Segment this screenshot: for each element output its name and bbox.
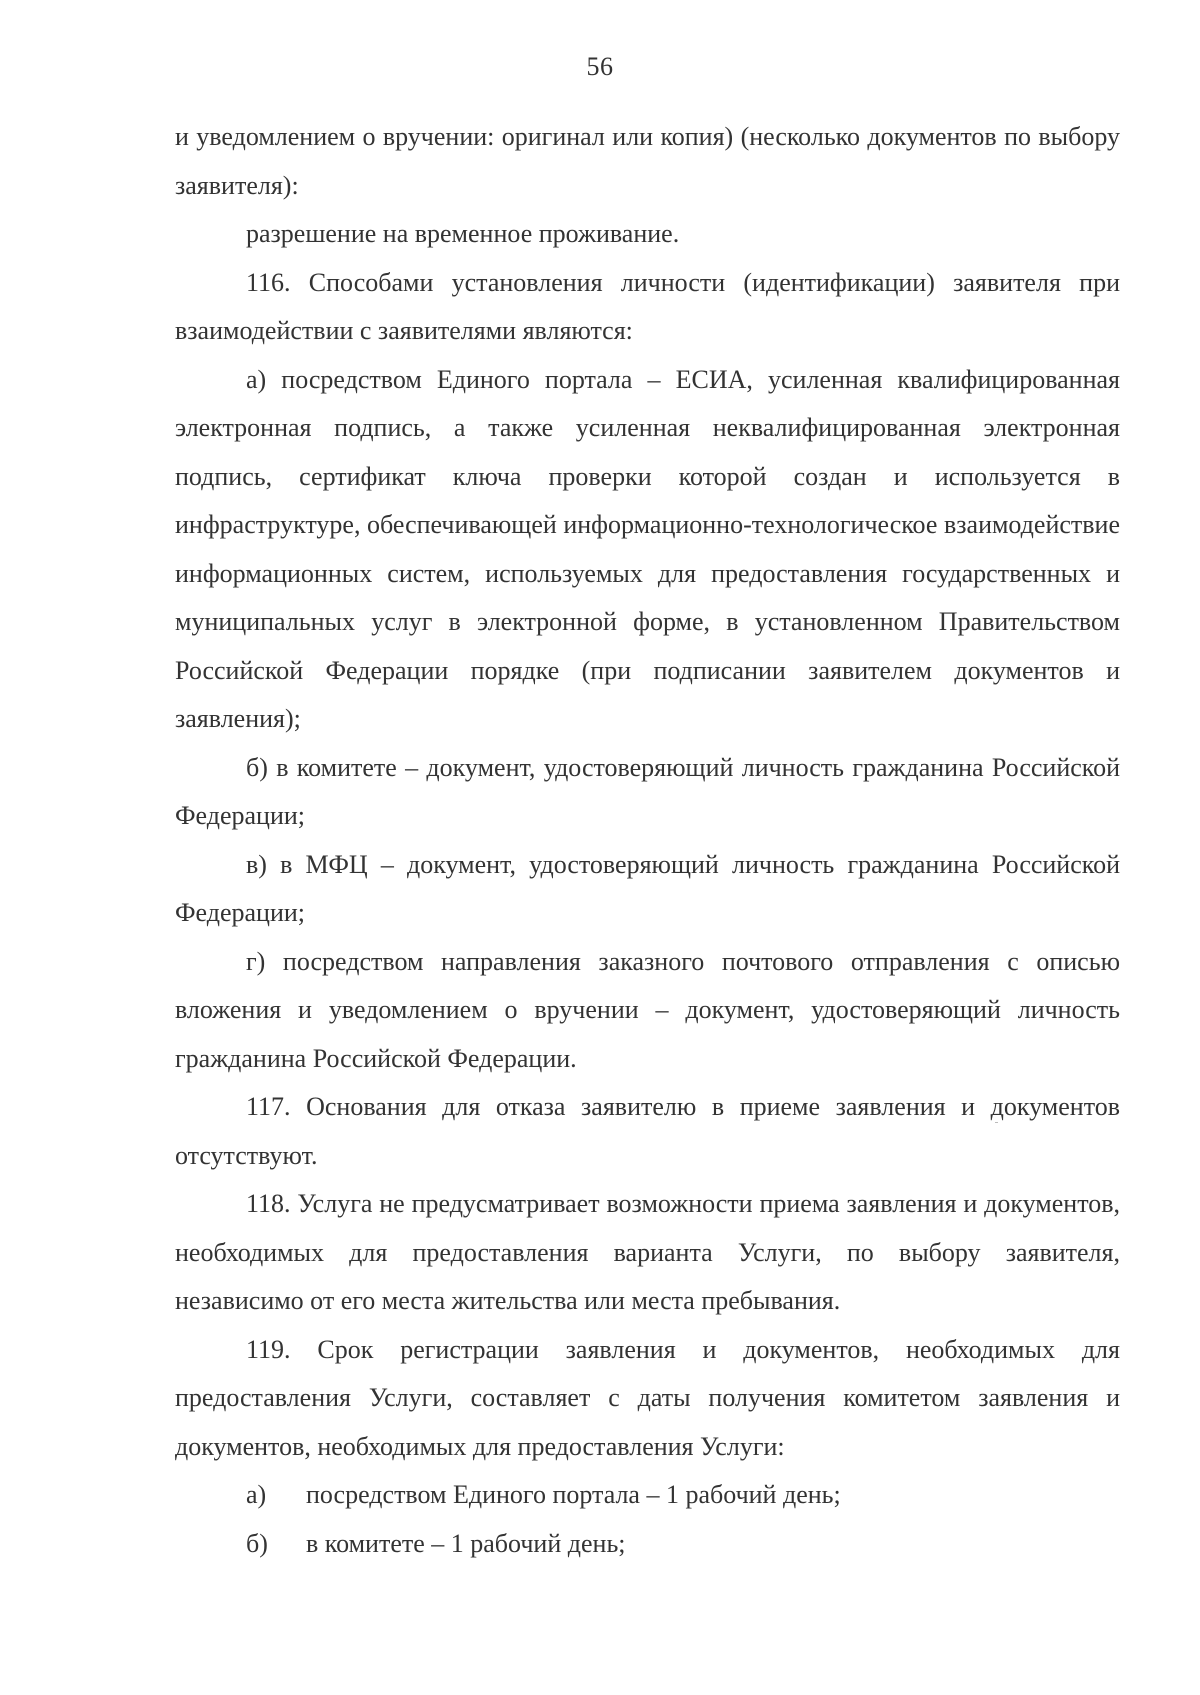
page-number: 56 [586, 52, 614, 81]
scan-speck [995, 1122, 998, 1123]
paragraph-118: 118. Услуга не предусматривает возможности приема заявления и документов, необходимых для предоставления варианта Услуги, по выбору заявителя, независимо от его места жительства или места пребывания. [175, 1189, 1120, 1315]
document-body [175, 113, 1120, 1568]
list-item [175, 1520, 1120, 1569]
paragraph-continuation: и уведомлением о вручении: оригинал или копия) (несколько документов по выбору заявителя): [175, 122, 1120, 200]
list-item-marker: а) [246, 1480, 267, 1509]
list-item-marker: б) [246, 1528, 268, 1558]
list-item-text: посредством Единого портала – 1 рабочий день; [306, 1480, 841, 1509]
paragraph-117: 117. Основания для отказа заявителю в приеме заявления и документов отсутствуют. [175, 1092, 1120, 1170]
list-item-text: в комитете – 1 рабочий день; [306, 1528, 626, 1558]
paragraph-116-v: в) в МФЦ – документ, удостоверяющий личность гражданина Российской Федерации; [175, 849, 1120, 927]
paragraph-116-a: а) посредством Единого портала – ЕСИА, усиленная квалифицированная электронная подпись, а также усиленная неквалифицированная электронная подпись, сертификат ключа проверки которой создан и используется в инфраструктуре, обеспечивающей информационно-технологическое взаимодействие информационных систем, используемых для предоставления государственных и муниципальных услуг в электронной форме, в установленном Правительством Российской Федерации порядке (при подписании заявителем документов и заявления); [175, 364, 1120, 733]
paragraph-116-g: г) посредством направления заказного почтового отправления с описью вложения и уведомлением о вручении – документ, удостоверяющий личность гражданина Российской Федерации. [175, 946, 1120, 1073]
paragraph-119: 119. Срок регистрации заявления и документов, необходимых для предоставления Услуги, составляет с даты получения комитетом заявления и документов, необходимых для предоставления Услуги: [175, 1334, 1120, 1461]
paragraph-116: 116. Способами установления личности (идентификации) заявителя при взаимодействии с заявителями являются: [175, 267, 1120, 345]
list-item [175, 1471, 1120, 1520]
paragraph-residence-permit: разрешение на временное проживание. [246, 219, 680, 248]
paragraph-116-b: б) в комитете – документ, удостоверяющий личность гражданина Российской Федерации; [175, 752, 1120, 830]
